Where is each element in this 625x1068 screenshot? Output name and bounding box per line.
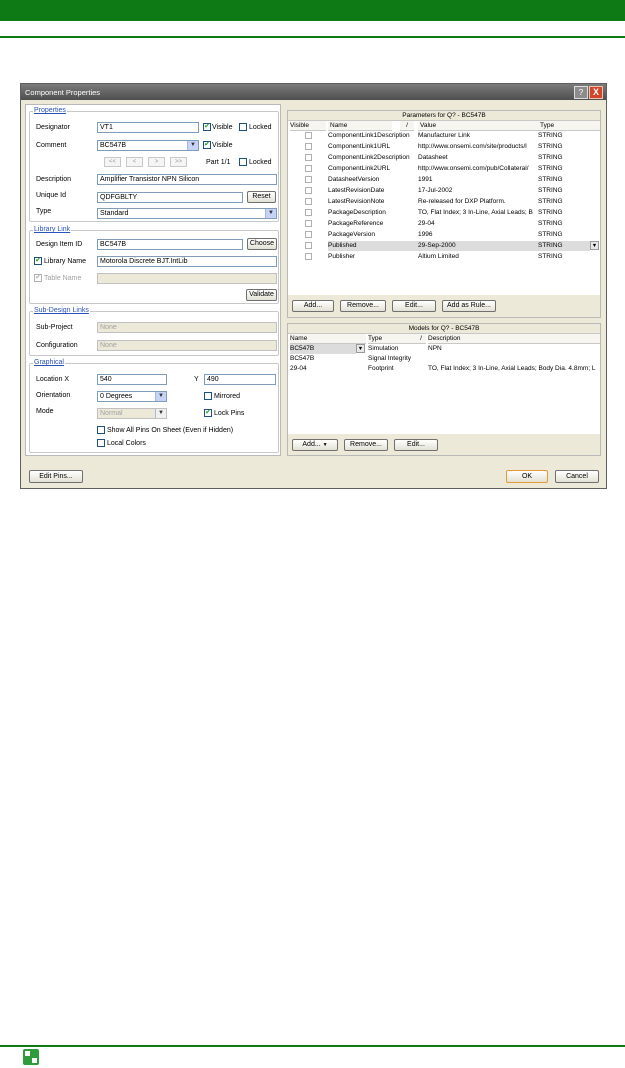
description-input[interactable]: Amplifier Transistor NPN Silicon	[97, 174, 277, 185]
param-value: 17-Jul-2002	[418, 187, 453, 194]
show-all-pins-checkbox[interactable]	[97, 426, 105, 434]
table-row[interactable]	[288, 208, 600, 218]
table-row[interactable]	[288, 175, 600, 185]
graphical-title: Graphical	[34, 359, 64, 366]
row-visible-checkbox[interactable]	[305, 187, 312, 194]
mode-label: Mode	[36, 408, 54, 415]
param-type: STRING	[538, 209, 563, 216]
param-name: ComponentLink2Description	[328, 154, 410, 161]
sub-design-links-group	[29, 307, 279, 356]
sort-indicator: /	[400, 121, 414, 131]
design-item-label: Design Item ID	[36, 241, 83, 248]
table-row[interactable]	[288, 164, 600, 174]
param-type: STRING	[538, 143, 563, 150]
designator-label: Designator	[36, 124, 70, 131]
prev-part-button[interactable]: <	[126, 157, 143, 167]
last-part-button[interactable]: >>	[170, 157, 187, 167]
param-type: STRING	[538, 165, 563, 172]
first-part-button[interactable]: <<	[104, 157, 121, 167]
parameters-table	[288, 131, 600, 277]
parameters-panel	[287, 110, 601, 318]
unique-id-input[interactable]: QDFGBLTY	[97, 192, 243, 203]
table-row[interactable]	[288, 354, 600, 364]
param-value: 1991	[418, 176, 433, 183]
properties-title: Properties	[34, 107, 66, 114]
parameters-button-bar	[288, 295, 600, 317]
table-row[interactable]	[288, 153, 600, 163]
table-row[interactable]	[288, 219, 600, 229]
table-row[interactable]	[288, 252, 600, 262]
model-name: 29-04	[290, 365, 307, 372]
sub-design-links-title: Sub-Design Links	[34, 307, 89, 314]
parameters-col-name[interactable]: Name	[328, 121, 392, 131]
logo-icon	[23, 1049, 39, 1065]
add-as-rule-button[interactable]: Add as Rule...	[442, 300, 496, 312]
table-row[interactable]	[288, 142, 600, 152]
designator-locked-checkbox[interactable]	[239, 123, 247, 131]
remove-model-button[interactable]: Remove...	[344, 439, 388, 451]
row-visible-checkbox[interactable]	[305, 242, 312, 249]
param-type: STRING	[538, 154, 563, 161]
chevron-down-icon[interactable]: ▼	[357, 346, 364, 352]
row-visible-checkbox[interactable]	[305, 154, 312, 161]
param-type: STRING	[538, 187, 563, 194]
library-link-title: Library Link	[34, 226, 71, 233]
row-visible-checkbox[interactable]	[305, 198, 312, 205]
row-visible-checkbox[interactable]	[305, 231, 312, 238]
properties-group	[29, 107, 279, 222]
model-description: NPN	[428, 345, 442, 352]
orientation-label: Orientation	[36, 392, 71, 399]
row-visible-checkbox[interactable]	[305, 209, 312, 216]
parameters-col-visible[interactable]: Visible	[290, 121, 326, 131]
show-all-pins-label: Show All Pins On Sheet (Even if Hidden)	[107, 427, 234, 434]
models-panel	[287, 323, 601, 456]
row-visible-checkbox[interactable]	[305, 143, 312, 150]
models-col-name[interactable]: Name	[290, 334, 366, 344]
table-row[interactable]	[288, 186, 600, 196]
param-value: 29-Sep-2000	[418, 241, 538, 251]
chevron-down-icon: ▼	[155, 409, 166, 418]
local-colors-label: Local Colors	[107, 440, 146, 447]
next-part-button[interactable]: >	[148, 157, 165, 167]
param-type: STRING	[538, 132, 563, 139]
comment-value: BC547B	[100, 142, 127, 149]
model-type: Simulation	[368, 345, 399, 352]
library-link-group	[29, 226, 279, 304]
title-bar	[21, 84, 606, 100]
design-item-input[interactable]: BC547B	[97, 239, 243, 250]
table-name-input	[97, 273, 277, 284]
remove-parameter-button[interactable]: Remove...	[340, 300, 386, 312]
models-title: Models for Q? - BC547B	[288, 324, 600, 334]
model-name: BC547B	[290, 344, 356, 354]
orientation-select[interactable]	[97, 391, 167, 402]
designator-input[interactable]: VT1	[97, 122, 199, 133]
row-visible-checkbox[interactable]	[305, 253, 312, 260]
param-value: Altium Limited	[418, 253, 459, 260]
row-visible-checkbox[interactable]	[305, 132, 312, 139]
table-name-label: Table Name	[44, 275, 82, 282]
model-type: Signal Integrity	[368, 355, 411, 362]
chevron-down-icon[interactable]: ▼	[591, 243, 598, 249]
mode-value: Normal	[100, 410, 123, 417]
orientation-value: 0 Degrees	[100, 393, 133, 400]
model-name: BC547B	[290, 355, 315, 362]
parameters-col-value[interactable]: Value	[418, 121, 538, 131]
models-col-type[interactable]: Type	[368, 334, 416, 344]
designator-locked-label: Locked	[249, 124, 272, 131]
comment-visible-label: Visible	[212, 142, 233, 149]
validate-button[interactable]: Validate	[246, 289, 277, 301]
param-name: LatestRevisionNote	[328, 198, 385, 205]
param-name: DatasheetVersion	[328, 176, 380, 183]
comment-select[interactable]	[97, 140, 199, 151]
edit-parameter-button[interactable]: Edit...	[392, 300, 436, 312]
table-row[interactable]	[288, 364, 600, 374]
choose-button[interactable]: Choose	[247, 238, 277, 250]
param-name: PackageReference	[328, 220, 384, 227]
models-col-description[interactable]: Description	[428, 334, 600, 344]
left-panel	[25, 104, 281, 456]
part-locked-checkbox[interactable]	[239, 158, 247, 166]
help-button[interactable]: ?	[574, 86, 588, 99]
chevron-down-icon: ▼	[322, 442, 328, 448]
table-row-selected[interactable]	[288, 241, 600, 251]
lock-pins-checkbox[interactable]: ✔	[205, 409, 211, 416]
model-type: Footprint	[368, 365, 394, 372]
param-name: Published	[328, 241, 418, 251]
table-row[interactable]	[288, 344, 600, 354]
header-rule	[0, 36, 625, 38]
param-value: Re-released for DXP Platform.	[418, 198, 506, 205]
chevron-down-icon[interactable]: ▼	[187, 141, 198, 150]
param-value: 29-04	[418, 220, 435, 227]
sort-indicator: /	[416, 334, 426, 344]
param-type: STRING	[538, 231, 563, 238]
mirrored-label: Mirrored	[214, 393, 241, 400]
param-value: Datasheet	[418, 154, 448, 161]
location-y-label: Y	[194, 376, 199, 383]
chevron-down-icon[interactable]: ▼	[265, 209, 276, 218]
close-button[interactable]: X	[589, 86, 603, 99]
add-model-label: Add...	[302, 441, 321, 448]
lock-pins-label: Lock Pins	[214, 410, 245, 417]
part-locked-label: Locked	[249, 159, 272, 166]
add-parameter-button[interactable]: Add...	[292, 300, 334, 312]
models-button-bar	[288, 434, 600, 456]
location-x-input[interactable]: 540	[97, 374, 167, 385]
comment-visible-checkbox[interactable]: ✔	[204, 141, 210, 148]
unique-id-label: Unique Id	[36, 192, 66, 199]
param-type: STRING	[538, 198, 563, 205]
param-name: Publisher	[328, 253, 356, 260]
location-y-input[interactable]: 490	[204, 374, 276, 385]
component-properties-dialog	[20, 83, 607, 489]
type-label: Type	[36, 208, 52, 215]
type-select[interactable]	[97, 208, 277, 219]
sub-project-label: Sub-Project	[36, 324, 73, 331]
table-row[interactable]	[288, 197, 600, 207]
cancel-button[interactable]: Cancel	[555, 470, 599, 483]
mode-select	[97, 408, 167, 419]
part-indicator: Part 1/1	[206, 159, 231, 166]
row-visible-checkbox[interactable]	[305, 176, 312, 183]
param-name: ComponentLink2URL	[328, 165, 391, 172]
footer-rule	[0, 1045, 625, 1047]
comment-label: Comment	[36, 142, 67, 149]
param-type: STRING	[538, 241, 590, 251]
param-type: STRING	[538, 253, 563, 260]
param-name: ComponentLink1URL	[328, 143, 391, 150]
model-description: TO, Flat Index; 3 In-Line, Axial Leads; Body Dia. 4.8mm; L	[428, 365, 596, 372]
reset-button[interactable]: Reset	[247, 191, 276, 203]
table-row[interactable]	[288, 230, 600, 240]
graphical-group	[29, 359, 279, 453]
library-name-input[interactable]: Motorola Discrete BJT.IntLib	[97, 256, 277, 267]
add-model-button[interactable]	[292, 439, 338, 451]
row-visible-checkbox[interactable]	[305, 220, 312, 227]
param-name: LatestRevisionDate	[328, 187, 385, 194]
designator-visible-label: Visible	[212, 124, 233, 131]
row-visible-checkbox[interactable]	[305, 165, 312, 172]
edit-model-button[interactable]: Edit...	[394, 439, 438, 451]
param-value: TO, Flat Index; 3 In-Line, Axial Leads; B	[418, 209, 533, 216]
parameters-title: Parameters for Q? - BC547B	[288, 111, 600, 121]
library-name-checkbox[interactable]: ✔	[35, 257, 41, 264]
param-name: PackageVersion	[328, 231, 375, 238]
designator-visible-checkbox[interactable]: ✔	[204, 123, 210, 130]
local-colors-checkbox[interactable]	[97, 439, 105, 447]
param-value: Manufacturer Link	[418, 132, 471, 139]
edit-pins-button[interactable]: Edit Pins...	[29, 470, 83, 483]
mirrored-checkbox[interactable]	[204, 392, 212, 400]
header-bar	[0, 0, 625, 21]
param-type: STRING	[538, 176, 563, 183]
models-table	[288, 344, 600, 384]
param-value: http://www.onsemi.com/site/products/l	[418, 143, 527, 150]
configuration-input: None	[97, 340, 277, 351]
param-value: http://www.onsemi.com/pub/Collateral/	[418, 165, 529, 172]
parameters-col-type[interactable]: Type	[538, 121, 601, 131]
description-label: Description	[36, 176, 72, 183]
sub-project-input: None	[97, 322, 277, 333]
ok-button[interactable]: OK	[506, 470, 548, 483]
param-name: PackageDescription	[328, 209, 386, 216]
param-name: ComponentLink1Description	[328, 132, 410, 139]
param-type: STRING	[538, 220, 563, 227]
location-x-label: Location X	[36, 376, 70, 383]
chevron-down-icon[interactable]: ▼	[155, 392, 166, 401]
dialog-title: Component Properties	[25, 88, 101, 97]
type-value: Standard	[100, 210, 129, 217]
table-name-checkbox: ✔	[35, 274, 41, 281]
library-name-label: Library Name	[44, 258, 87, 265]
param-value: 1996	[418, 231, 433, 238]
model-description	[428, 354, 598, 364]
table-row[interactable]	[288, 131, 600, 141]
configuration-label: Configuration	[36, 342, 78, 349]
